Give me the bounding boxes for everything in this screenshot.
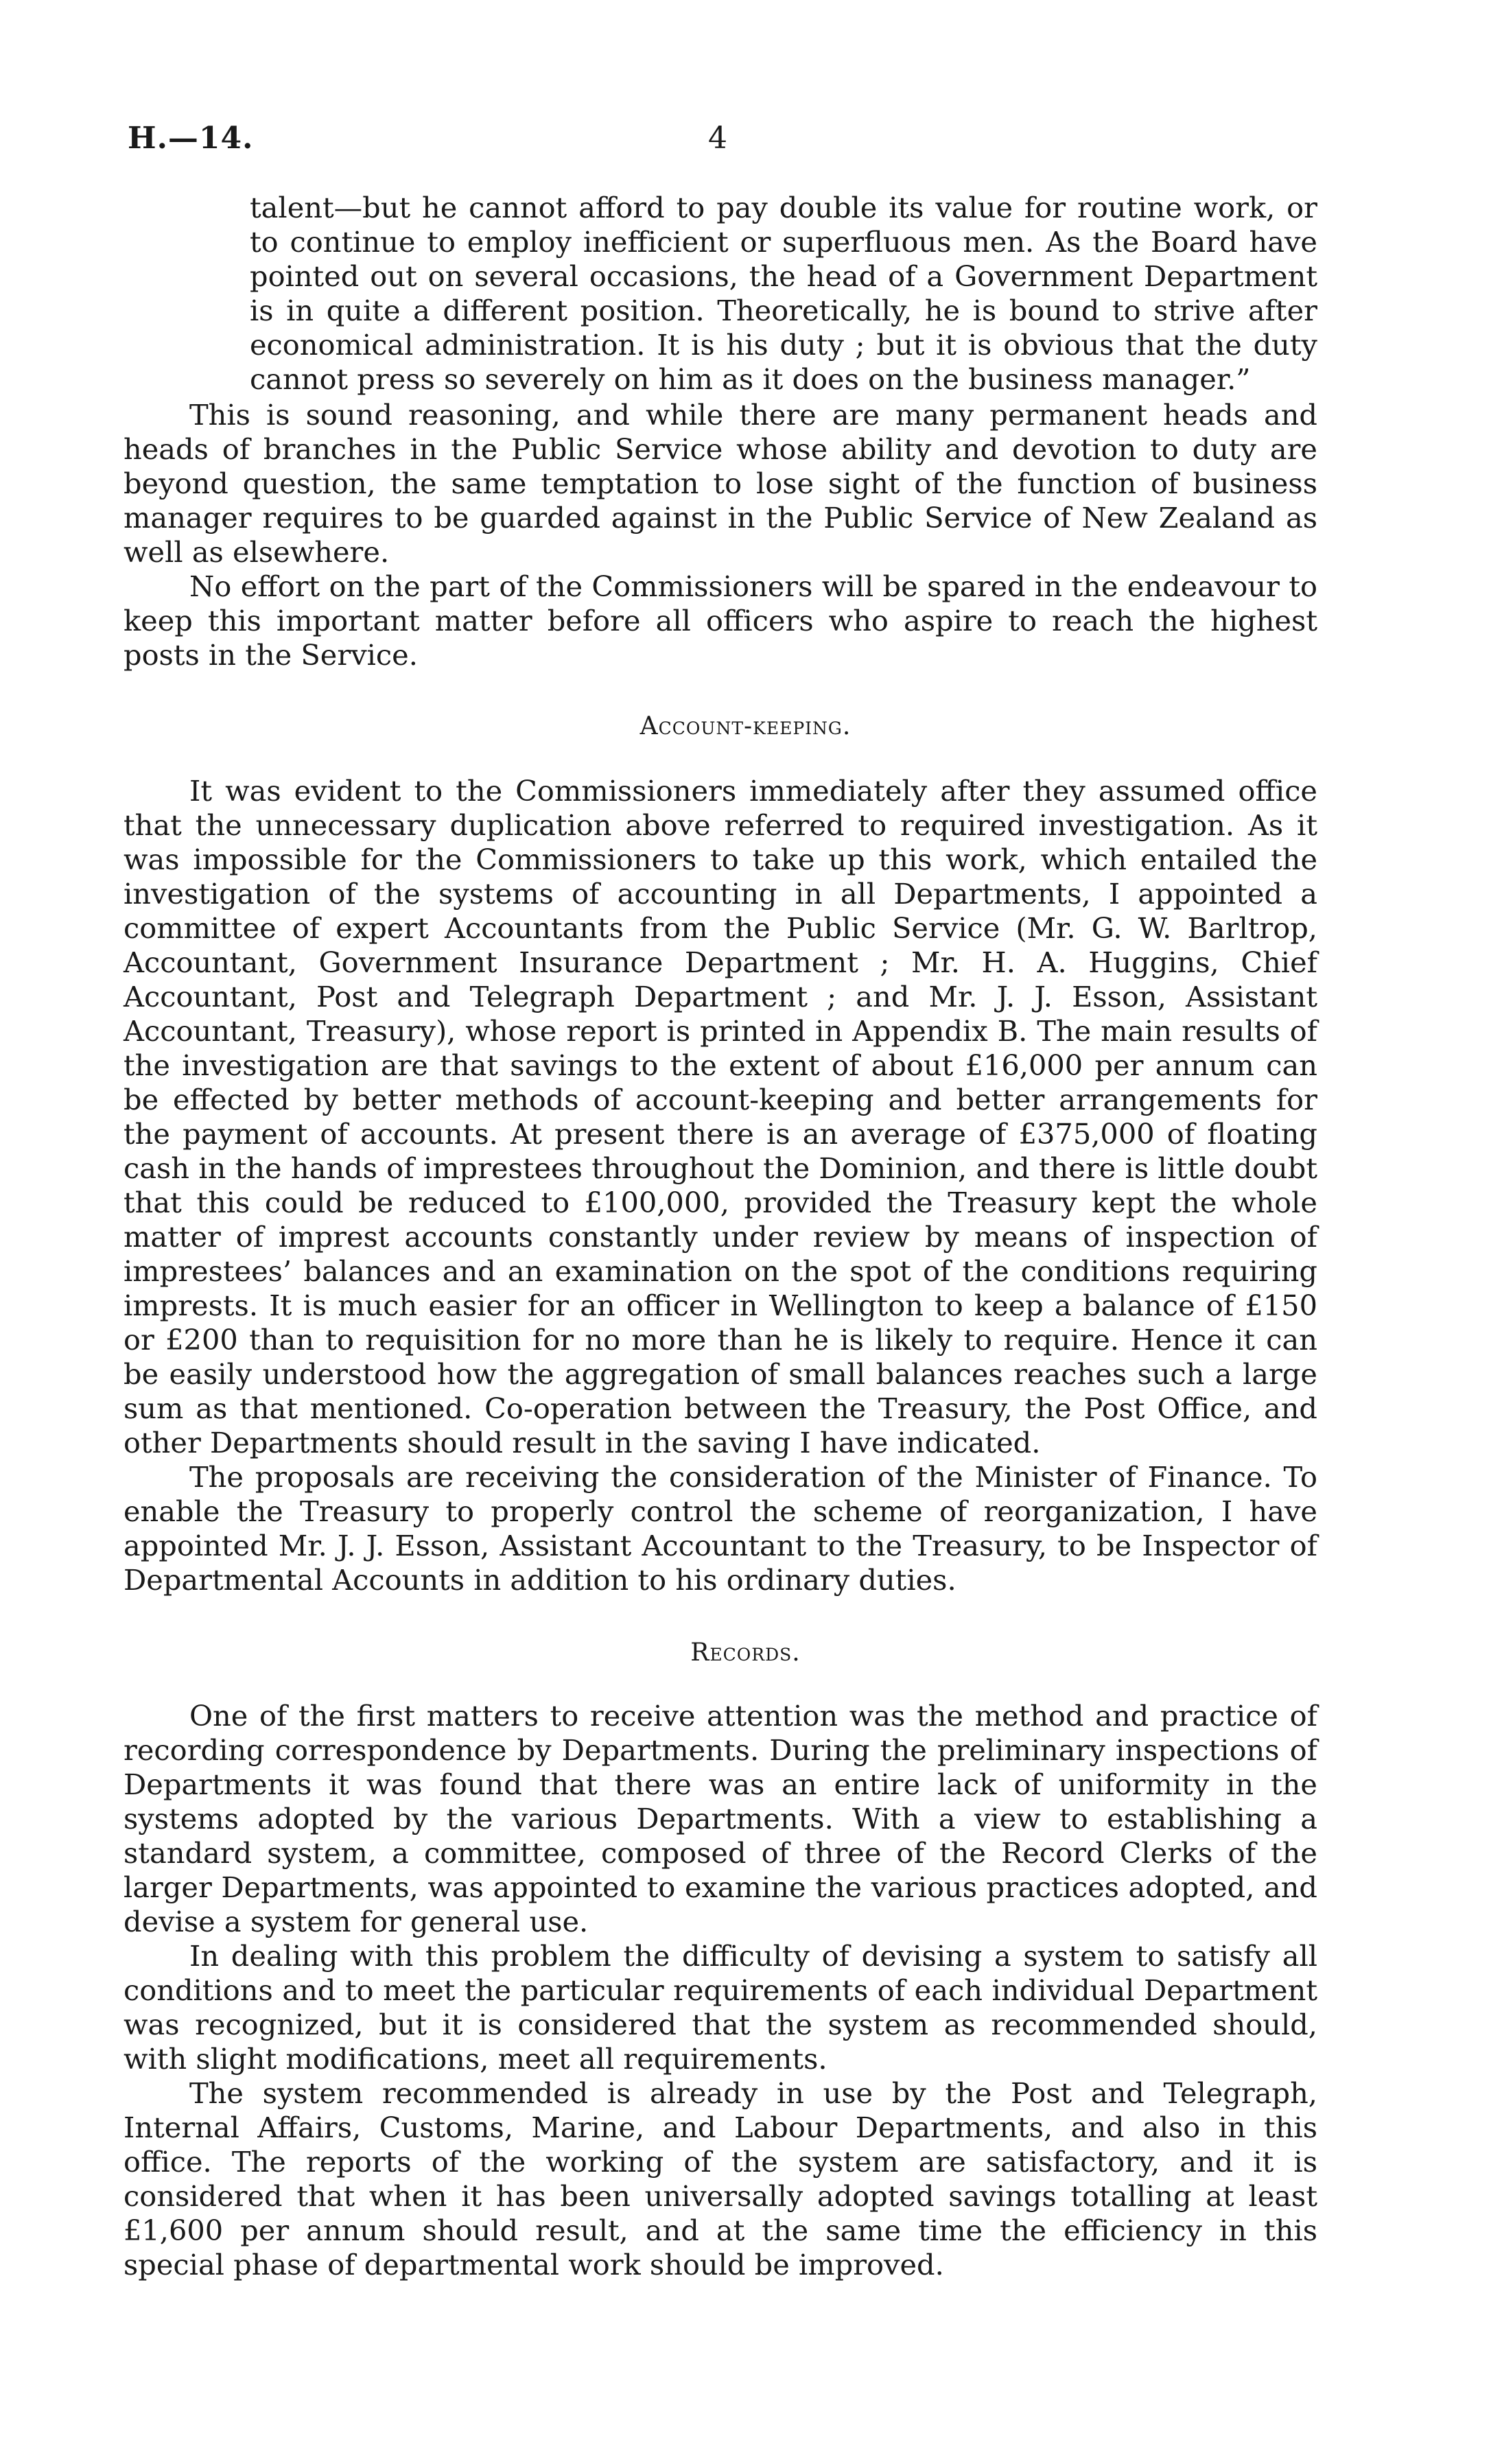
intro-paragraph-2: No effort on the part of the Commissioners will be spared in the endeavour to keep this important matter before all officers who aspire to reach the highest posts in the Service. <box>124 570 1317 672</box>
records-paragraph-3: The system recommended is already in use by the Post and Telegraph, Internal Affairs, Customs, Marine, and Labour Departments, and also in this office. The reports of the working of the system are satisfactory, and it is considered that when it has been universally adopted savings totalling at least £1,600 per annum should result, and at the same time the efficiency in this special phase of departmental work should be improved. <box>124 2076 1317 2281</box>
records-paragraph-1: One of the first matters to receive attention was the method and practice of recording correspondence by Departments. During the preliminary inspections of Departments it was found that there was an entire lack of uniformity in the systems adopted by the various Departments. With a view to establishing a standard system, a committee, composed of three of the Record Clerks of the larger Departments, was appointed to examine the various practices adopted, and devise a system for general use. <box>124 1699 1317 1938</box>
account-keeping-paragraph-2: The proposals are receiving the consideration of the Minister of Finance. To enable the Treasury to properly control the scheme of reorganization, I have appointed Mr. J. J. Esson, Assistant Accountant to the Treasury, to be Inspector of Departmental Accounts in addition to his ordinary duties. <box>124 1460 1317 1597</box>
intro-section <box>124 398 1317 672</box>
section-heading-records: Records. <box>690 1639 801 1667</box>
quoted-passage <box>250 191 1317 397</box>
records-paragraph-2: In dealing with this problem the difficulty of devising a system to satisfy all conditions and to meet the particular requirements of each individual Department was recognized, but it is considered that the system as recommended should, with slight modifications, meet all requirements. <box>124 1939 1317 2076</box>
account-keeping-section <box>124 774 1317 1597</box>
intro-paragraph-1: This is sound reasoning, and while there are many permanent heads and heads of branches in the Public Service whose ability and devotion to duty are beyond question, the same temptation to lose sight of the function of business manager requires to be guarded against in the Public Service of New Zealand as well as elsewhere. <box>124 398 1317 569</box>
page-number: 4 <box>708 121 727 156</box>
records-section <box>124 1699 1317 2282</box>
quote-paragraph: talent—but he cannot afford to pay double its value for routine work, or to continue to employ inefficient or superfluous men. As the Board have pointed out on several occasions, the head of a Government Department is in quite a different position. Theoretically, he is bound to strive after economical administration. It is his duty ; but it is obvious that the duty cannot press so severely on him as it does on the business manager.” <box>250 191 1317 396</box>
document-reference: H.—14. <box>128 121 254 156</box>
section-heading-account-keeping: Account-keeping. <box>639 712 852 740</box>
account-keeping-paragraph-1: It was evident to the Commissioners immediately after they assumed office that the unnecessary duplication above referred to required investigation. As it was impossible for the Commissioners to take up this work, which entailed the investigation of the systems of accounting in all Departments, I appointed a committee of expert Accountants from the Public Service (Mr. G. W. Barltrop, Accountant, Government Insurance Department ; Mr. H. A. Huggins, Chief Accountant, Post and Telegraph Department ; and Mr. J. J. Esson, Assistant Accountant, Treasury), whose report is printed in Appendix B. The main results of the investigation are that savings to the extent of about £16,000 per annum can be effected by better methods of account-keeping and better arrangements for the payment of accounts. At present there is an average of £375,000 of floating cash in the hands of imprestees throughout the Dominion, and there is little doubt that this could be reduced to £100,000, provided the Treasury kept the whole matter of imprest accounts constantly under review by means of inspection of imprestees’ balances and an examination on the spot of the conditions requiring imprests. It is much easier for an officer in Wellington to keep a balance of £150 or £200 than to requisition for no more than he is likely to require. Hence it can be easily understood how the aggregation of small balances reaches such a large sum as that mentioned. Co-operation between the Treasury, the Post Office, and other Departments should result in the saving I have indicated. <box>124 774 1317 1459</box>
